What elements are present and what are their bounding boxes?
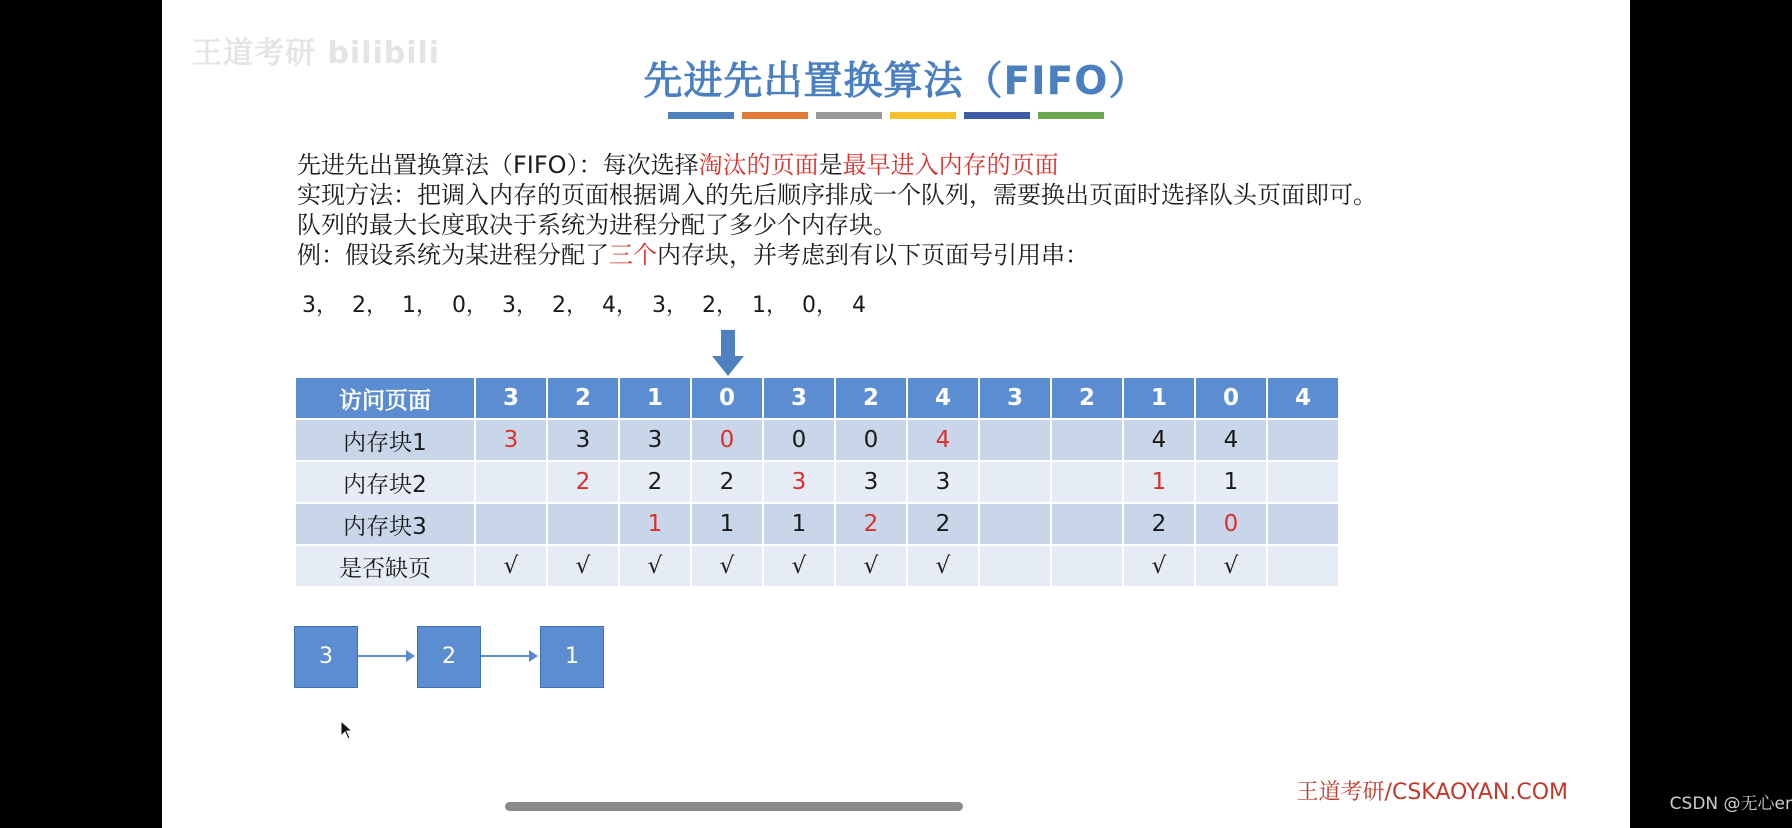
- horizontal-scrollbar[interactable]: [505, 802, 963, 811]
- reference-page-number: 2: [352, 293, 366, 318]
- slide: [162, 0, 1630, 828]
- table-header-cell: 3: [476, 378, 546, 418]
- table-cell: 3: [764, 462, 834, 502]
- queue-node: 3: [294, 626, 358, 688]
- table-cell: 2: [908, 504, 978, 544]
- table-row-label: 内存块3: [296, 504, 474, 544]
- table-header-cell: 2: [836, 378, 906, 418]
- table-header-cell: 3: [980, 378, 1050, 418]
- table-cell: 3: [476, 420, 546, 460]
- table-header-cell: 3: [764, 378, 834, 418]
- table-row: [296, 420, 1338, 460]
- table-cell: [1268, 420, 1338, 460]
- table-cell: 4: [1124, 420, 1194, 460]
- video-watermark: 王道考研 bilibili: [192, 36, 441, 71]
- brand-footer: 王道考研/CSKAOYAN.COM: [1296, 780, 1568, 805]
- table-cell: [1268, 462, 1338, 502]
- queue-arrow-icon: [481, 655, 536, 657]
- table-cell: [1052, 462, 1122, 502]
- table-cell: √: [476, 546, 546, 586]
- highlight-text: 淘汰的页面: [698, 151, 819, 179]
- title-underline-bar: [1038, 112, 1104, 119]
- reference-separator: ，: [516, 293, 552, 318]
- table-header-cell: 2: [548, 378, 618, 418]
- title-underline-bar: [816, 112, 882, 119]
- table-cell: 0: [1196, 504, 1266, 544]
- body-text: 内存块，并考虑到有以下页面号引用串：: [657, 241, 1089, 269]
- table-header-cell: 2: [1052, 378, 1122, 418]
- table-cell: 2: [1124, 504, 1194, 544]
- paragraph-line: [297, 180, 1377, 210]
- table-cell: [1052, 504, 1122, 544]
- title-underline-bar: [668, 112, 734, 119]
- table-cell: 0: [836, 420, 906, 460]
- reference-page-number: 2: [552, 293, 566, 318]
- table-cell: √: [764, 546, 834, 586]
- queue-node: 1: [540, 626, 604, 688]
- table-cell: 0: [692, 420, 762, 460]
- mouse-cursor-icon: [340, 720, 354, 740]
- reference-page-number: 2: [702, 293, 716, 318]
- highlight-text: 三个: [609, 241, 657, 269]
- reference-separator: ，: [666, 293, 702, 318]
- reference-separator: ，: [316, 293, 352, 318]
- reference-page-number: 4: [602, 293, 616, 318]
- title-underline-bar: [890, 112, 956, 119]
- reference-separator: ，: [566, 293, 602, 318]
- body-text: 队列的最大长度取决于系统为进程分配了多少个内存块。: [297, 211, 897, 239]
- table-row: [296, 504, 1338, 544]
- table-cell: [980, 420, 1050, 460]
- table-cell: √: [1196, 546, 1266, 586]
- table-header-cell: 4: [1268, 378, 1338, 418]
- table-cell: [548, 504, 618, 544]
- table-row: [296, 546, 1338, 586]
- body-text: 先进先出置换算法（FIFO）：每次选择: [297, 151, 699, 179]
- table-header-cell: 1: [1124, 378, 1194, 418]
- body-text: 是: [818, 151, 843, 179]
- reference-separator: ，: [416, 293, 452, 318]
- reference-page-number: 1: [752, 293, 766, 318]
- queue-arrow-icon: [358, 655, 413, 657]
- table-cell: √: [620, 546, 690, 586]
- title-underline-bar: [742, 112, 808, 119]
- paragraph-line: [297, 150, 1059, 180]
- table-row-label: 内存块2: [296, 462, 474, 502]
- table-cell: 4: [908, 420, 978, 460]
- paragraph-line: [297, 240, 1089, 270]
- page-title: 先进先出置换算法（FIFO）: [643, 59, 1149, 104]
- reference-page-number: 0: [802, 293, 816, 318]
- title-underline-bar: [964, 112, 1030, 119]
- table-cell: 1: [692, 504, 762, 544]
- table-cell: 3: [836, 462, 906, 502]
- down-arrow-icon: [712, 330, 744, 376]
- queue-node: 2: [417, 626, 481, 688]
- table-cell: 2: [548, 462, 618, 502]
- table-cell: 0: [764, 420, 834, 460]
- table-header-cell: 0: [1196, 378, 1266, 418]
- table-cell: 1: [764, 504, 834, 544]
- table-cell: 4: [1196, 420, 1266, 460]
- table-cell: 3: [548, 420, 618, 460]
- table-cell: 1: [620, 504, 690, 544]
- table-cell: √: [692, 546, 762, 586]
- table-row-label: 是否缺页: [296, 546, 474, 586]
- reference-string: [302, 288, 866, 319]
- table-cell: [1268, 504, 1338, 544]
- table-cell: √: [548, 546, 618, 586]
- table-row-label: 内存块1: [296, 420, 474, 460]
- reference-separator: ，: [766, 293, 802, 318]
- table-cell: 3: [908, 462, 978, 502]
- reference-page-number: 1: [402, 293, 416, 318]
- csdn-watermark: CSDN @无心er: [1669, 794, 1792, 814]
- body-text: 实现方法：把调入内存的页面根据调入的先后顺序排成一个队列，需要换出页面时选择队头页面即可。: [297, 181, 1377, 209]
- table-cell: [980, 546, 1050, 586]
- table-row: [296, 462, 1338, 502]
- table-header-cell: 1: [620, 378, 690, 418]
- reference-separator: ，: [616, 293, 652, 318]
- reference-page-number: 3: [502, 293, 516, 318]
- table-header-cell: 4: [908, 378, 978, 418]
- reference-separator: ，: [716, 293, 752, 318]
- table-header-label: 访问页面: [296, 378, 474, 418]
- table-cell: [476, 462, 546, 502]
- table-cell: 3: [620, 420, 690, 460]
- table-cell: [476, 504, 546, 544]
- table-cell: 1: [1196, 462, 1266, 502]
- table-cell: 2: [620, 462, 690, 502]
- body-text: 例：假设系统为某进程分配了: [297, 241, 609, 269]
- reference-page-number: 4: [852, 293, 866, 318]
- table-cell: √: [836, 546, 906, 586]
- reference-separator: ，: [366, 293, 402, 318]
- table-cell: [1052, 420, 1122, 460]
- table-cell: [1052, 546, 1122, 586]
- reference-separator: ，: [816, 293, 852, 318]
- reference-page-number: 0: [452, 293, 466, 318]
- fifo-replacement-table: [294, 376, 1340, 588]
- table-cell: √: [1124, 546, 1194, 586]
- table-cell: [980, 504, 1050, 544]
- highlight-text: 最早进入内存的页面: [842, 151, 1059, 179]
- reference-separator: ，: [466, 293, 502, 318]
- table-cell: [1268, 546, 1338, 586]
- table-header-cell: 0: [692, 378, 762, 418]
- table-cell: 2: [692, 462, 762, 502]
- table-cell: 2: [836, 504, 906, 544]
- paragraph-line: [297, 210, 897, 240]
- table-cell: √: [908, 546, 978, 586]
- reference-page-number: 3: [652, 293, 666, 318]
- table-header-row: [296, 378, 1338, 418]
- table-cell: [980, 462, 1050, 502]
- reference-page-number: 3: [302, 293, 316, 318]
- table-cell: 1: [1124, 462, 1194, 502]
